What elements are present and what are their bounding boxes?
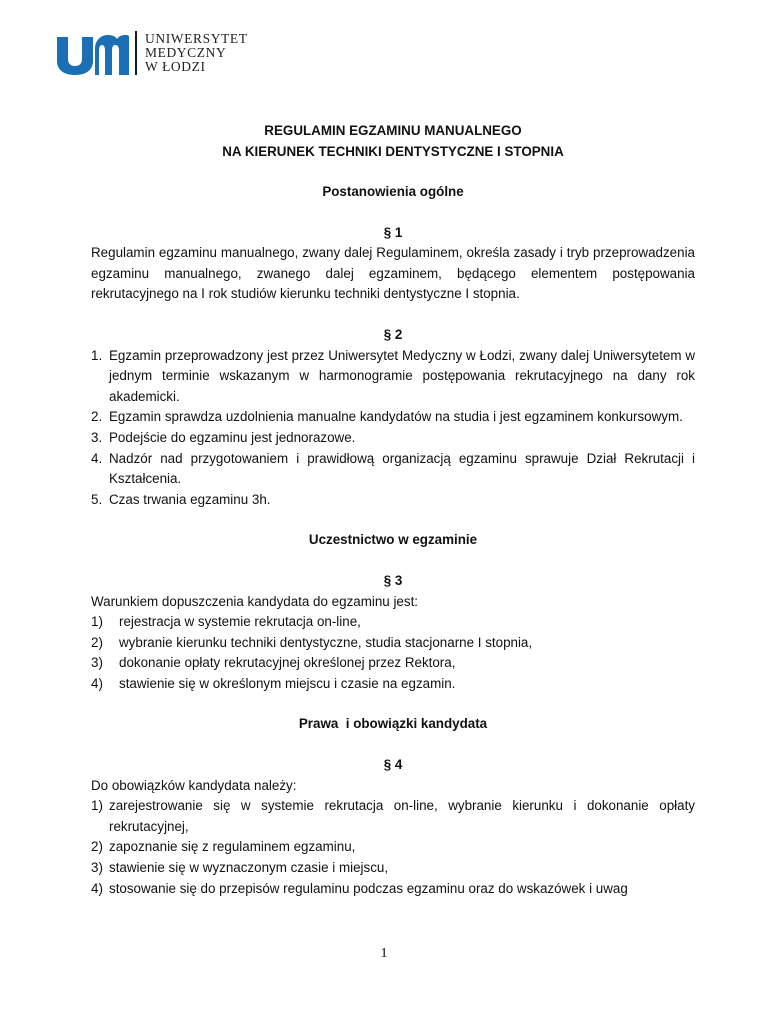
list-item-number: 1. — [91, 347, 103, 363]
list-item — [91, 674, 695, 695]
list-item-text: rejestracja w systemie rekrutacja on-line, — [119, 614, 361, 630]
list-item-number: 1) — [91, 614, 103, 630]
list-item-text: stawienie się w określonym miejscu i czasie na egzamin. — [119, 675, 456, 691]
list-item — [91, 858, 695, 879]
list-item-text: stawienie się w wyznaczonym czasie i miejscu, — [109, 860, 389, 876]
list-item — [91, 490, 695, 511]
list-item-number: 5. — [91, 491, 103, 507]
logo-wordmark — [145, 32, 248, 74]
list-item-number: 3) — [91, 860, 103, 876]
heading-participation: Uczestnictwo w egzaminie — [308, 532, 478, 548]
list-item-text: zapoznanie się z regulaminem egzaminu, — [109, 839, 356, 855]
list-item-text: Egzamin przeprowadzony jest przez Uniwersytet Medyczny w Łodzi, zwany dalej Uniwersytetem w jednym terminie wskazanym w harmonogramie postępowania rekrutacyjnego na dany rok akademicki. — [109, 347, 695, 404]
list-item-text: wybranie kierunku techniki dentystyczne, studia stacjonarne I stopnia, — [119, 634, 533, 650]
list-item — [91, 612, 695, 633]
list-item — [91, 796, 695, 837]
list-item-text: Podejście do egzaminu jest jednorazowe. — [109, 429, 356, 445]
list-item-number: 4) — [91, 880, 103, 896]
list-item-number: 3. — [91, 429, 103, 445]
list-item-number: 4. — [91, 450, 103, 466]
list-item — [91, 653, 695, 674]
document-title-line-1: REGULAMIN EGZAMINU MANUALNEGO — [264, 123, 522, 138]
logo-line-3: W ŁODZI — [145, 59, 206, 74]
list-item-text: stosowanie się do przepisów regulaminu podczas egzaminu oraz do wskazówek i uwag — [109, 880, 628, 896]
logo-separator — [135, 31, 137, 75]
list-item-text: dokonanie opłaty rekrutacyjnej określonej przez Rektora, — [119, 655, 456, 671]
list-item-number: 3) — [91, 655, 103, 671]
list-item — [91, 407, 695, 428]
list-item-number: 2. — [91, 409, 103, 425]
list-item — [91, 633, 695, 654]
um-logo-mark-icon — [55, 31, 129, 75]
section-4-intro: Do obowiązków kandydata należy: — [91, 777, 297, 793]
list-item — [91, 879, 695, 900]
list-item — [91, 449, 695, 490]
logo-line-2: MEDYCZNY — [145, 45, 227, 60]
list-item — [91, 428, 695, 449]
list-item-number: 4) — [91, 675, 103, 691]
list-item — [91, 837, 695, 858]
section-4-heading: § 4 — [383, 757, 403, 773]
heading-general-provisions: Postanowienia ogólne — [322, 184, 464, 199]
logo-line-1: UNIWERSYTET — [145, 31, 248, 46]
list-item-number: 1) — [91, 798, 103, 814]
section-1-heading: § 1 — [383, 224, 403, 240]
list-item-number: 2) — [91, 634, 103, 650]
heading-rights-obligations: Prawa i obowiązki kandydata — [298, 716, 488, 732]
list-item-text: Nadzór nad przygotowaniem i prawidłową organizacją egzaminu sprawuje Dział Rekrutacji i Kształcenia. — [109, 450, 695, 487]
document-title-line-2: NA KIERUNEK TECHNIKI DENTYSTYCZNE I STOPNIA — [222, 143, 564, 159]
section-3-list — [91, 612, 695, 694]
university-logo — [55, 30, 248, 76]
page-number: 1 — [380, 946, 388, 961]
section-3-intro: Warunkiem dopuszczenia kandydata do egzaminu jest: — [91, 593, 419, 609]
list-item-number: 2) — [91, 839, 103, 855]
list-item-text: Egzamin sprawdza uzdolnienia manualne kandydatów na studia i jest egzaminem konkursowym. — [109, 409, 683, 425]
list-item — [91, 346, 695, 408]
document-body — [91, 121, 695, 899]
section-2-heading: § 2 — [383, 326, 403, 342]
section-3-heading: § 3 — [383, 572, 403, 588]
list-item-text: zarejestrowanie się w systemie rekrutacja on-line, wybranie kierunku i dokonanie opłaty rekrutacyjnej, — [109, 798, 695, 834]
section-4-list — [91, 796, 695, 899]
section-1-text: Regulamin egzaminu manualnego, zwany dalej Regulaminem, określa zasady i tryb przeprowadzenia egzaminu manualnego, zwanego dalej egzaminem, będącego elementem postępowania rekrutacyjnego na I rok studiów kierunku techniki dentystyczne I stopnia. — [91, 245, 695, 302]
list-item-text: Czas trwania egzaminu 3h. — [109, 491, 271, 507]
section-2-list — [91, 346, 695, 511]
